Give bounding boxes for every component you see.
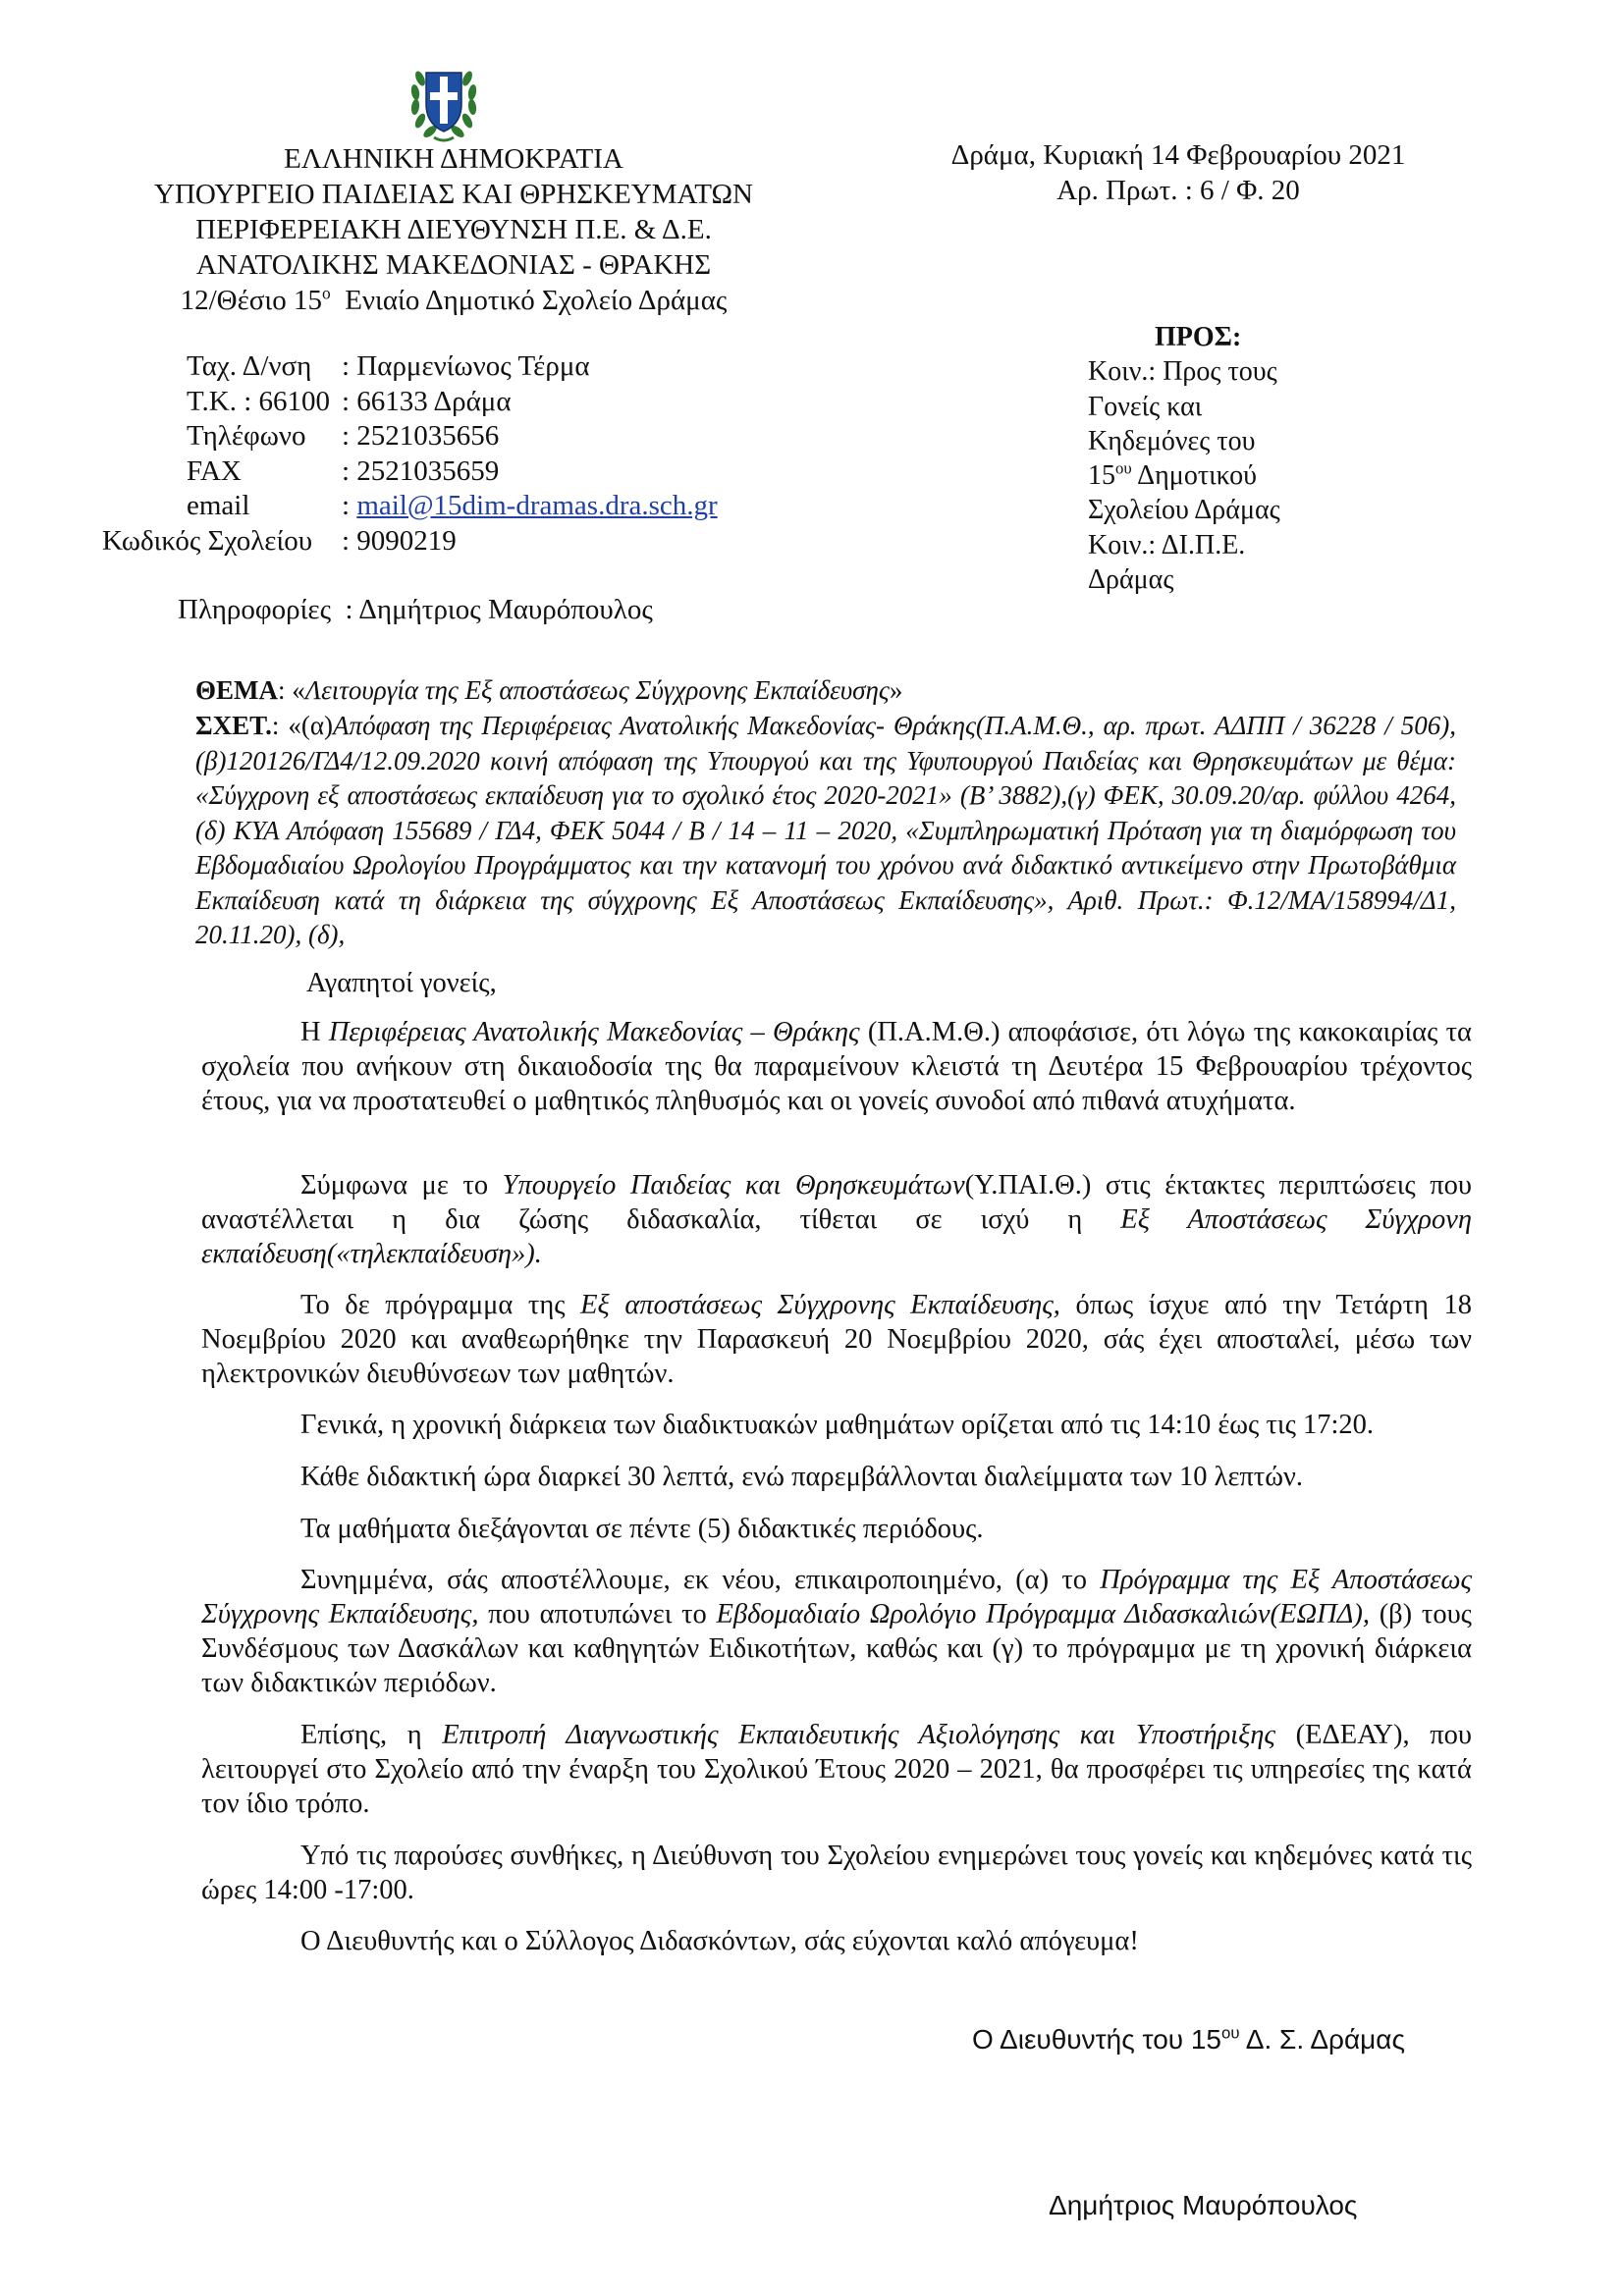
recipient-line: Κηδεμόνες του	[1088, 425, 1256, 456]
fax-label: FAX	[187, 454, 242, 487]
paragraph-4: Γενικά, η χρονική διάρκεια των διαδικτυακών μαθημάτων ορίζεται από τις 14:10 έως τις 17:20.	[300, 1410, 1375, 1440]
header-line-ministry: ΥΠΟΥΡΓΕΙΟ ΠΑΙΔΕΙΑΣ ΚΑΙ ΘΡΗΣΚΕΥΜΑΤΩΝ	[154, 179, 753, 210]
paragraph-7: Συνημμένα, σάς αποστέλλουμε, εκ νέου, επικαιροποιημένο, (α) το Πρόγραμμα της Εξ Αποστάσεως Σύγχρονης Εκπαίδευσης, που αποτυπώνει το Εβδομαδιαίο Ωρολόγιο Πρόγραμμα Διδασκαλιών(ΕΩΠΔ), (β) τους Συνδέσμους των Δασκάλων και καθηγητών Ειδικοτήτων, καθώς και (γ) το πρόγραμμα με τη χρονική διάρκεια των διδακτικών περιόδων.	[201, 1565, 1473, 1698]
email-link[interactable]: mail@15dim-dramas.dra.sch.gr	[356, 490, 718, 521]
subject-text: Λειτουργία της Εξ αποστάσεως Σύγχρονης Εκπαίδευσης	[304, 675, 890, 705]
paragraph-8: Επίσης, η Επιτροπή Διαγνωστικής Εκπαιδευτικής Αξιολόγησης και Υποστήριξης (ΕΔΕΑΥ), που λειτουργεί στο Σχολείο από την έναρξη του Σχολικού Έτους 2020 – 2021, θα προσφέρει τις υπηρεσίες της κατά τον ίδιο τρόπο.	[201, 1720, 1472, 1819]
header-line-directorate: ΠΕΡΙΦΕΡΕΙΑΚΗ ΔΙΕΥΘΥΝΣΗ Π.Ε. & Δ.Ε.	[195, 214, 712, 245]
reference-block: ΣΧΕΤ.: «(α)Απόφαση της Περιφέρειας Ανατολικής Μακεδονίας- Θράκης(Π.Α.Μ.Θ., αρ. πρωτ. ΑΔΠΠ / 36228 / 506), (β)120126/ΓΔ4/12.09.2020 κοινή απόφαση της Υπουργού και της Υφυπουργού Παιδείας και Θρησκευμάτων με θέμα: «Σύγχρονη εξ αποστάσεως εκπαίδευση για το σχολικό έτος 2020-2021» (Β’ 3882),(γ) ΦΕΚ, 30.09.20/αρ. φύλλου 4264, (δ) ΚΥΑ Απόφαση 155689 / ΓΔ4, ΦΕΚ 5044 / Β / 14 – 11 – 2020, «Συμπληρωματική Πρόταση για τη διαμόρφωση του Εβδομαδιαίου Ωρολογίου Προγράμματος και την κατανομή του χρόνου ανά διδακτικό αντικείμενο στην Πρωτοβάθμια Εκπαίδευση κατά τη διάρκεια της σύγχρονης Εξ Αποστάσεως Εκπαίδευσης», Αριθ. Πρωτ.: Φ.12/ΜΑ/158994/Δ1, 20.11.20), (δ),	[195, 711, 1456, 949]
fax-row	[0, 454, 884, 490]
address-value: : Παρμενίωνος Τέρμα	[342, 350, 590, 382]
school-code-row	[0, 524, 884, 560]
recipients-title: ΠΡΟΣ:	[1155, 322, 1242, 352]
email-value-wrap: : mail@15dim-dramas.dra.sch.gr	[342, 490, 718, 521]
document-date: Δράμα, Κυριακή 14 Φεβρουαρίου 2021	[950, 139, 1406, 171]
paragraph-10: Ο Διευθυντής και ο Σύλλογος Διδασκόντων, σάς εύχονται καλό απόγευμα!	[300, 1926, 1139, 1956]
protocol-number: Αρ. Πρωτ. : 6 / Φ. 20	[1056, 175, 1300, 206]
paragraph-2: Σύμφωνα με το Υπουργείο Παιδείας και Θρησκευμάτων(Υ.ΠΑΙ.Θ.) στις έκτακτες περιπτώσεις που αναστέλλεται η δια ζώσης διδασκαλία, τίθεται σε ισχύ η Εξ Αποστάσεως Σύγχρονη εκπαίδευση(«τηλεκπαίδευση»).	[201, 1170, 1472, 1269]
paragraph-5: Κάθε διδακτική ώρα διαρκεί 30 λεπτά, ενώ παρεμβάλλονται διαλείμματα των 10 λεπτών.	[300, 1462, 1304, 1492]
school-code-label: Κωδικός Σχολείου	[102, 524, 313, 557]
recipient-line: Κοιν.: Προς τους	[1088, 356, 1277, 388]
postal-code-row	[0, 385, 884, 420]
authority-header	[110, 141, 797, 318]
postal-code-value: : 66133 Δράμα	[342, 385, 512, 417]
email-row	[0, 489, 884, 524]
school-code-value: : 9090219	[342, 524, 457, 557]
email-label: email	[187, 490, 250, 521]
paragraph-9: Υπό τις παρούσες συνθήκες, η Διεύθυνση του Σχολείου ενημερώνει τους γονείς και κηδεμόνες κατά τις ώρες 14:00 -17:00.	[201, 1841, 1472, 1905]
header-line-school: 12/Θέσιο $15^o$ Ενιαίο Δημοτικό Σχολείο Δράμας	[180, 283, 728, 316]
header-line-region: ΑΝΑΤΟΛΙΚΗΣ ΜΑΚΕΔΟΝΙΑΣ - ΘΡΑΚΗΣ	[195, 249, 712, 281]
reference-label: ΣΧΕΤ.	[195, 711, 272, 740]
information-contact: Πληροφορίες : Δημήτριος Μαυρόπουλος	[178, 594, 653, 625]
postal-code-label: Τ.Κ. : 66100	[187, 385, 331, 417]
paragraph-1: Η Περιφέρειας Ανατολικής Μακεδονίας – Θράκης (Π.Α.Μ.Θ.) αποφάσισε, ότι λόγω της κακοκαιρίας τα σχολεία που ανήκουν στη δικαιοδοσία της θα παραμείνουν κλειστά τη Δευτέρα 15 Φεβρουαρίου τρέχοντος έτους, για να προστατευθεί ο μαθητικός πληθυσμός και οι γονείς συνοδοί από πιθανά ατυχήματα.	[201, 1017, 1472, 1116]
reference-text: Απόφαση της Περιφέρειας Ανατολικής Μακεδονίας- Θράκης(Π.Α.Μ.Θ., αρ. πρωτ. ΑΔΠΠ / 36228 / 506), (β)120126/ΓΔ4/12.09.2020 κοινή απόφαση της Υπουργού και της Υφυπουργού Παιδείας και Θρησκευμάτων με θέμα: «Σύγχρονη εξ αποστάσεως εκπαίδευση για το σχολικό έτος 2020-2021» (Β’ 3882),(γ) ΦΕΚ, 30.09.20/αρ. φύλλου 4264, (δ) ΚΥΑ Απόφαση 155689 / ΓΔ4, ΦΕΚ 5044 / Β / 14 – 11 – 2020, «Συμπληρωματική Πρόταση για τη διαμόρφωση του Εβδομαδιαίου Ωρολογίου Προγράμματος και την κατανομή του χρόνου ανά διδακτικό αντικείμενο στην Πρωτοβάθμια Εκπαίδευση κατά τη διάρκεια της σύγχρονης Εξ Αποστάσεως Εκπαίδευσης», Αριθ. Πρωτ.: Φ.12/ΜΑ/158994/Δ1, 20.11.20), (δ),	[195, 711, 1456, 949]
recipient-line: $15^{o\upsilon}$ Δημοτικού	[1088, 458, 1257, 492]
recipients-block	[1088, 320, 1402, 597]
header-line-republic: ΕΛΛΗΝΙΚΗ ΔΗΜΟΚΡΑΤΙΑ	[284, 143, 623, 175]
paragraph-3: Το δε πρόγραμμα της Εξ αποστάσεως Σύγχρονης Εκπαίδευσης, όπως ίσχυε από την Τετάρτη 18 Νοεμβρίου 2020 και αναθεωρήθηκε την Παρασκευή 20 Νοεμβρίου 2020, σάς έχει αποσταλεί, μέσω των ηλεκτρονικών διευθύνσεων των μαθητών.	[201, 1290, 1472, 1389]
date-block	[884, 137, 1473, 208]
fax-value: : 2521035659	[342, 454, 500, 487]
address-label: Ταχ. Δ/νση	[187, 350, 312, 382]
coat-of-arms-emblem	[408, 57, 479, 143]
recipient-line: Δράμας	[1088, 564, 1174, 596]
subject-line: ΘΕΜΑ: «Λειτουργία της Εξ αποστάσεως Σύγχρονης Εκπαίδευσης»	[195, 675, 903, 705]
phone-label: Τηλέφωνο	[187, 420, 306, 452]
signature-name: Δημήτριος Μαυρόπουλος	[1049, 2190, 1358, 2220]
recipient-line: Κοιν.: ΔΙ.Π.Ε.	[1088, 529, 1246, 561]
phone-value: : 2521035656	[342, 420, 500, 452]
greeting: Αγαπητοί γονείς,	[306, 968, 497, 998]
paragraph-6: Τα μαθήματα διεξάγονται σε πέντε (5) διδακτικές περιόδους.	[300, 1514, 984, 1544]
phone-row	[0, 419, 884, 454]
recipient-line: Σχολείου Δράμας	[1088, 495, 1280, 526]
contact-details	[0, 349, 884, 559]
signature-title: Ο Διευθυντής του $15^{o\upsilon}$ Δ. Σ. Δράμας	[972, 2023, 1405, 2055]
recipient-line: Γονείς και	[1088, 391, 1203, 422]
address-row	[0, 349, 884, 385]
subject-label: ΘΕΜΑ	[195, 675, 278, 705]
